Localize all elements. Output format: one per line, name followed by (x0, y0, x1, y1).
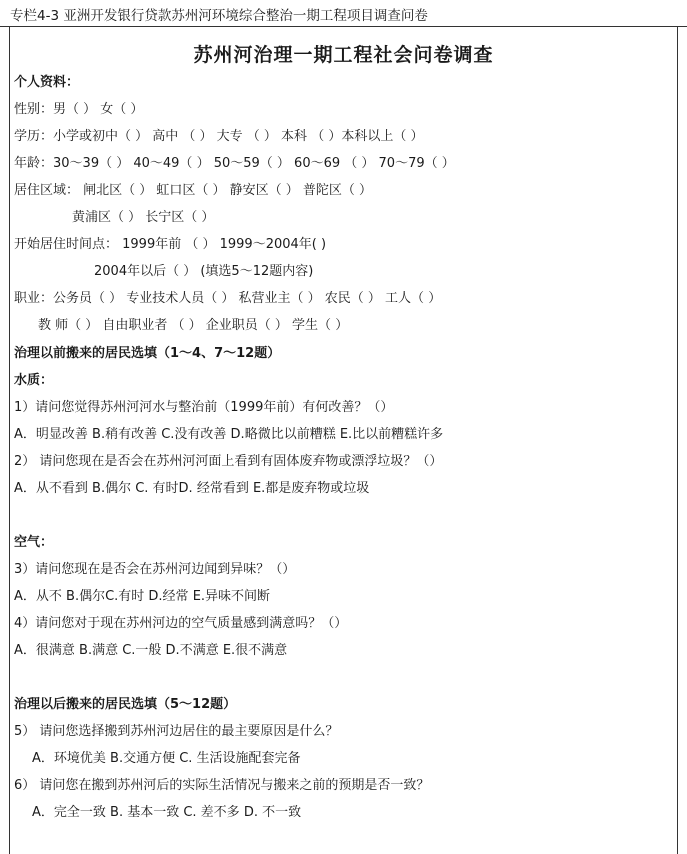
education-line: 学历：小学或初中（ ） 高中 （ ） 大专 （ ） 本科 （ ）本科以上（ ） (14, 129, 424, 144)
page-title: 苏州河治理一期工程社会问卷调查 (193, 44, 494, 66)
personal-heading: 个人资料： (14, 75, 80, 90)
question-4-options: A．很满意 B.满意 C.一般 D.不满意 E.很不满意 (14, 643, 288, 658)
question-3: 3）请问您现在是否会在苏州河边闻到异味？（） (14, 562, 296, 577)
sidebar-header (0, 0, 687, 27)
question-5: 5） 请问您选择搬到苏州河边居住的最主要原因是什么？ (14, 724, 339, 739)
residence-since-line: 开始居住时间点： 1999年前 （ ） 1999～2004年( ) (14, 237, 327, 252)
gender-line: 性别：男（ ） 女（ ） (14, 102, 144, 117)
question-5-options: A．环境优美 B.交通方便 C. 生活设施配套完备 (32, 751, 301, 766)
header-title: 专栏4-3 亚洲开发银行贷款苏州河环境综合整治一期工程项目调查问卷 (10, 8, 428, 24)
question-4: 4）请问您对于现在苏州河边的空气质量感到满意吗？（） (14, 616, 348, 631)
question-1-options: A．明显改善 B.稍有改善 C.没有改善 D.略微比以前糟糕 E.比以前糟糕许多 (14, 427, 444, 442)
district-line: 居住区域： 闸北区（ ） 虹口区（ ） 静安区（ ） 普陀区（ ） (14, 183, 373, 198)
question-2: 2） 请问您现在是否会在苏州河河面上看到有固体废弃物或漂浮垃圾？（） (14, 454, 443, 469)
occupation-line-cont: 教 师（ ） 自由职业者 （ ） 企业职员（ ） 学生（ ） (38, 318, 349, 333)
section-before-heading: 治理以前搬来的居民选填（1～4、7～12题） (14, 346, 281, 361)
age-line: 年龄：30～39（ ） 40～49（ ） 50～59（ ） 60～69 （ ） 70～79（ ） (14, 156, 455, 171)
question-2-options: A．从不看到 B.偶尔 C. 有时D. 经常看到 E.都是废弃物或垃圾 (14, 481, 370, 496)
occupation-line: 职业：公务员（ ） 专业技术人员（ ） 私营业主（ ） 农民（ ） 工人（ ） (14, 291, 442, 306)
question-1: 1）请问您觉得苏州河河水与整治前（1999年前）有何改善？（） (14, 400, 394, 415)
air-heading: 空气： (14, 535, 54, 550)
district-line-cont: 黄浦区（ ） 长宁区（ ） (72, 210, 215, 225)
question-6: 6） 请问您在搬到苏州河后的实际生活情况与搬来之前的预期是否一致？ (14, 778, 430, 793)
section-after-heading: 治理以后搬来的居民选填（5～12题） (14, 697, 237, 712)
residence-since-line-cont: 2004年以后（ ） (填选5～12题内容) (94, 264, 314, 279)
water-heading: 水质： (14, 373, 54, 388)
question-6-options: A．完全一致 B. 基本一致 C. 差不多 D. 不一致 (32, 805, 302, 820)
question-3-options: A．从不 B.偶尔C.有时 D.经常 E.异味不间断 (14, 589, 271, 604)
